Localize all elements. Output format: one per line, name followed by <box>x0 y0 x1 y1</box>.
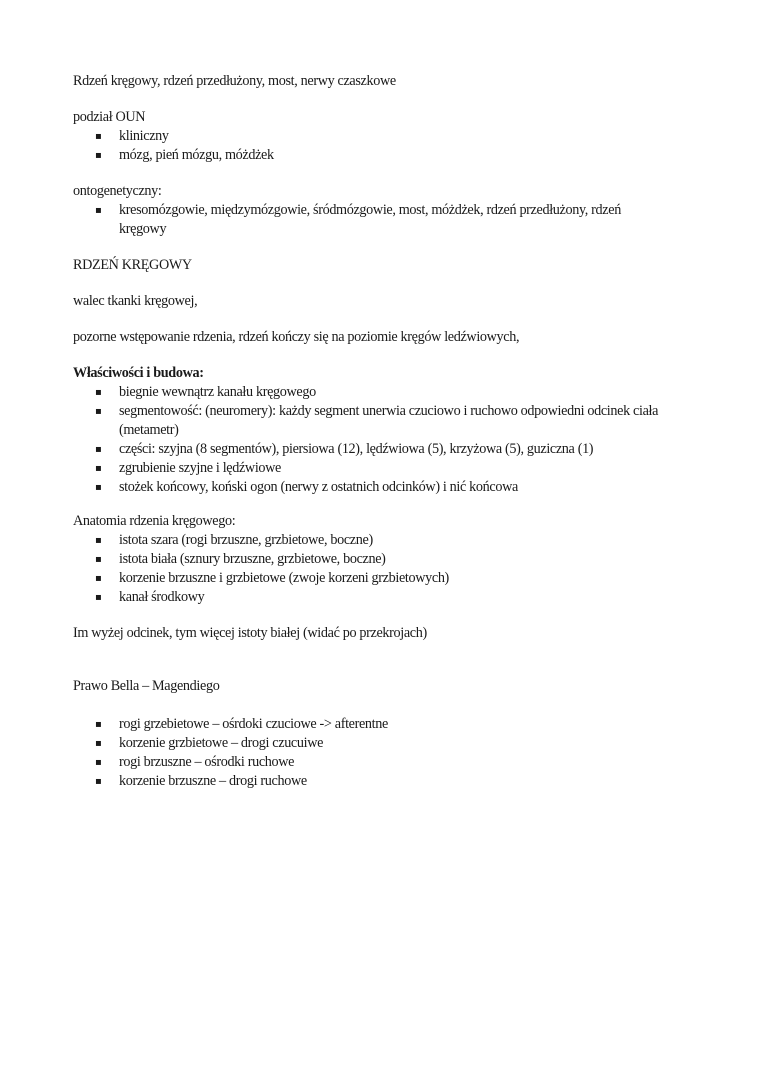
document-body <box>73 72 693 791</box>
list-bell-magendie <box>73 715 693 791</box>
list-oun <box>73 127 693 165</box>
list-item: ▪ części: szyjna (8 segmentów), piersiowa (12), lędźwiowa (5), krzyżowa (5), guziczna (1) <box>73 440 693 459</box>
section-heading-bell-magendie: Prawo Bella – Magendiego <box>73 678 220 694</box>
section-heading-ontogenetic: ontogenetyczny: <box>73 183 162 199</box>
list-item: ▪ zgrubienie szyjne i lędźwiowe <box>73 459 693 478</box>
list-item: ▪ korzenie grzbietowe – drogi czucuiwe <box>73 734 693 753</box>
paragraph-ascent: pozorne wstępowanie rdzenia, rdzeń kończy się na poziomie kręgów ledźwiowych, <box>73 329 520 345</box>
document-title-line: Rdzeń kręgowy, rdzeń przedłużony, most, nerwy czaszkowe <box>73 73 396 89</box>
list-item: ▪ stożek końcowy, koński ogon (nerwy z ostatnich odcinków) i nić końcowa <box>73 478 693 497</box>
list-item: ▪ rogi grzebietowe – ośrdoki czuciowe -> afterentne <box>73 715 693 734</box>
list-ontogenetic <box>73 201 693 239</box>
list-item: ▪ kresomózgowie, międzymózgowie, śródmózgowie, most, móżdżek, rdzeń przedłużony, rdzeń kręgowy <box>73 201 659 239</box>
paragraph-white-matter-note: Im wyżej odcinek, tym więcej istoty białej (widać po przekrojach) <box>73 625 427 641</box>
list-properties <box>73 383 693 497</box>
section-heading-spinal-cord: RDZEŃ KRĘGOWY <box>73 257 192 273</box>
list-item: ▪ rogi brzuszne – ośrodki ruchowe <box>73 753 693 772</box>
section-heading-anatomy: Anatomia rdzenia kręgowego: <box>73 513 236 529</box>
list-item: ▪ istota szara (rogi brzuszne, grzbietowe, boczne) <box>73 531 693 550</box>
list-item: ▪ biegnie wewnątrz kanału kręgowego <box>73 383 693 402</box>
list-item: ▪ kanał środkowy <box>73 588 693 607</box>
section-heading-properties: Właściwości i budowa: <box>73 365 204 381</box>
list-item: ▪ segmentowość: (neuromery): każdy segment unerwia czuciowo i ruchowo odpowiedni odcinek ciała (metametr) <box>73 402 659 440</box>
list-item: ▪ korzenie brzuszne – drogi ruchowe <box>73 772 693 791</box>
paragraph-cylinder: walec tkanki kręgowej, <box>73 293 198 309</box>
list-item: ▪ istota biała (sznury brzuszne, grzbietowe, boczne) <box>73 550 693 569</box>
list-item: ▪ mózg, pień mózgu, móżdżek <box>73 146 693 165</box>
section-heading-oun: podział OUN <box>73 109 146 125</box>
list-anatomy <box>73 531 693 607</box>
list-item: ▪ korzenie brzuszne i grzbietowe (zwoje korzeni grzbietowych) <box>73 569 693 588</box>
list-item: ▪ kliniczny <box>73 127 693 146</box>
